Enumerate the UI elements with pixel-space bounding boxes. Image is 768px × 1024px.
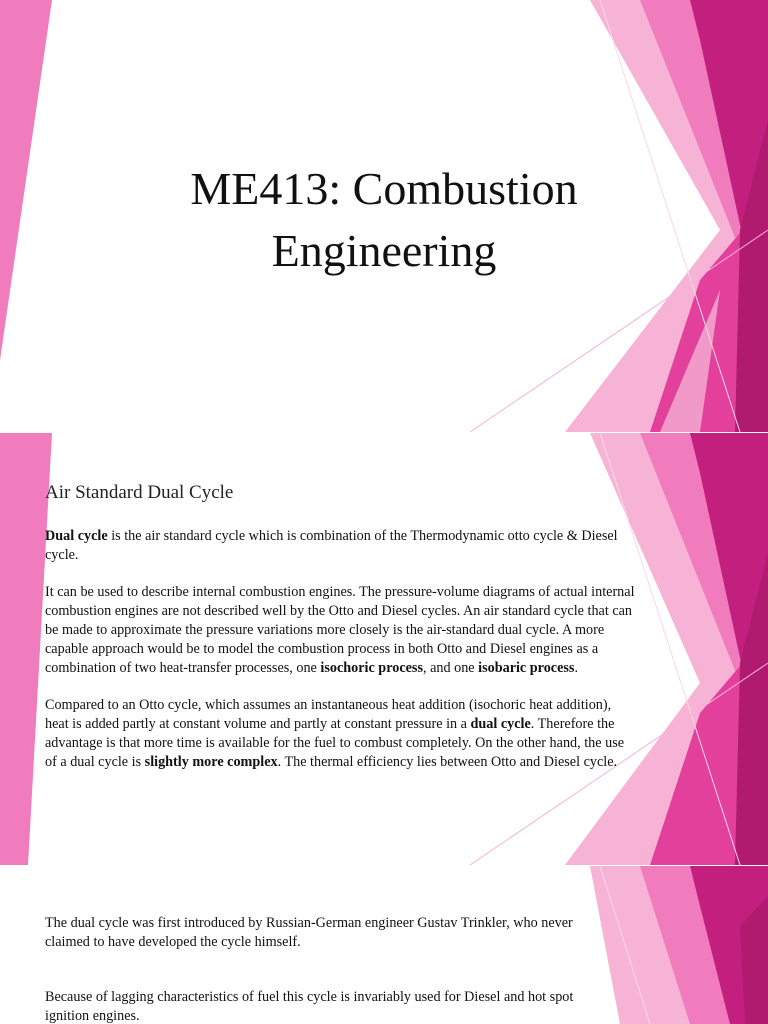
- content-slide-dual-cycle: [0, 433, 768, 865]
- text-span: is the air standard cycle which is combination of the Thermodynamic otto cycle & Diesel cycle.: [45, 528, 618, 563]
- text-span: It can be used to describe internal combustion engines. The pressure-volume diagrams of actual internal combustion engines are not described well by the Otto and Diesel cycles. An air standard cycle that can be made to approximate the pressure variations more closely is the air-standard dual cycle. A more capable approach would be to model the combustion process in both Otto and Diesel engines as a combination of two heat-transfer processes, one: [45, 584, 635, 676]
- slide-body: [45, 527, 635, 790]
- text-span: . The thermal efficiency lies between Otto and Diesel cycle.: [277, 754, 618, 770]
- title-slide: [0, 0, 768, 432]
- paragraph-description: [45, 583, 635, 678]
- title-line-2: Engineering: [271, 225, 497, 276]
- bold-term: isochoric process: [320, 660, 423, 676]
- bold-term: isobaric process: [478, 660, 575, 676]
- text-span: . Therefore the advantage is that more time is available for the fuel to combust completely. On the other hand, the use of a dual cycle is: [45, 716, 625, 770]
- paragraph-comparison: [45, 696, 635, 772]
- text-span: .: [574, 660, 578, 676]
- paragraph-definition: [45, 527, 635, 565]
- content-slide-history: [0, 866, 768, 1024]
- slide-heading: Air Standard Dual Cycle: [45, 482, 234, 503]
- slide-body: [45, 914, 605, 1024]
- bold-term: Dual cycle: [45, 528, 108, 544]
- text-span: Compared to an Otto cycle, which assumes an instantaneous heat addition (isochoric heat addition), heat is added partly at constant volume and partly at constant pressure in a: [45, 697, 612, 732]
- bold-term: slightly more complex: [144, 754, 278, 770]
- slide-title: [120, 158, 648, 282]
- paragraph-usage: Because of lagging characteristics of fuel this cycle is invariably used for Diesel and hot spot ignition engines.: [45, 989, 574, 1024]
- title-line-1: ME413: Combustion: [190, 163, 578, 214]
- text-span: , and one: [422, 660, 479, 676]
- bold-term: dual cycle: [470, 716, 531, 732]
- paragraph-history: The dual cycle was first introduced by Russian-German engineer Gustav Trinkler, who never claimed to have developed the cycle himself.: [45, 915, 573, 950]
